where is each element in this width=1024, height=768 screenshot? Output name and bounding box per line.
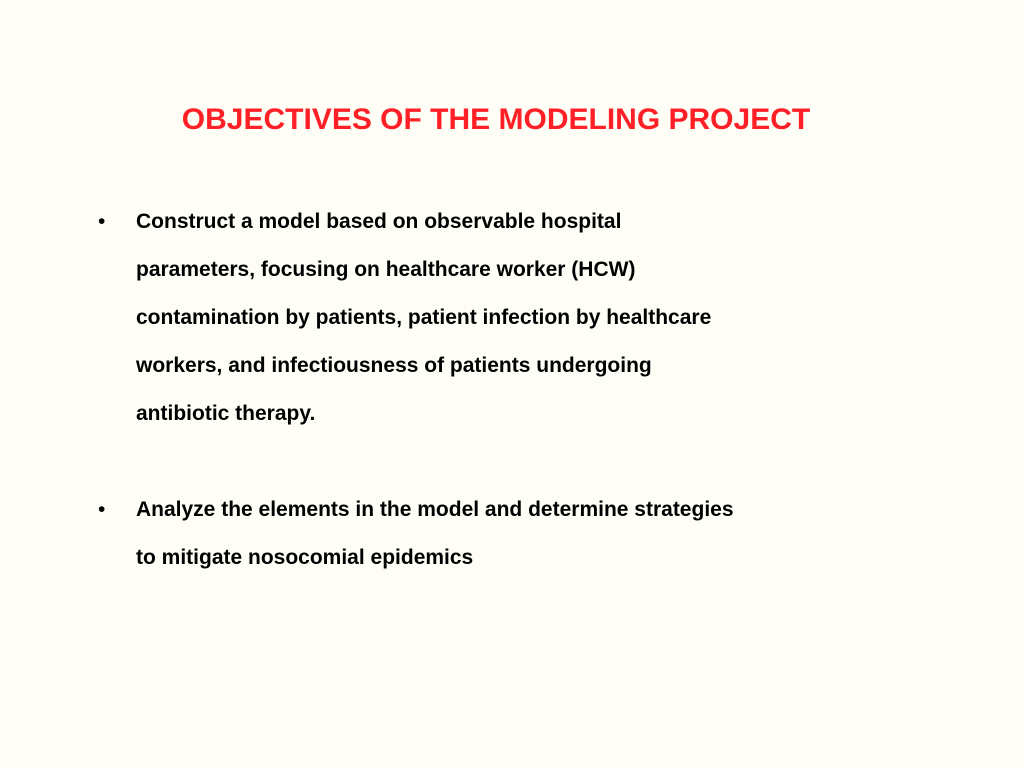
bullet-line: contamination by patients, patient infection by healthcare [136,306,712,329]
bullet-item-model-construction [96,198,876,438]
bullet-icon: • [98,210,106,233]
bullet-list [96,198,876,582]
bullet-line: antibiotic therapy. [136,402,316,425]
bullet-icon: • [98,498,106,521]
bullet-line: Analyze the elements in the model and determine strategies [136,498,734,521]
bullet-line: parameters, focusing on healthcare worker (HCW) [136,258,636,281]
bullet-item-analysis-strategies [96,486,876,582]
bullet-line: workers, and infectiousness of patients undergoing [136,354,652,377]
bullet-line: Construct a model based on observable hospital [136,210,622,233]
slide-title: OBJECTIVES OF THE MODELING PROJECT [181,103,811,136]
bullet-line: to mitigate nosocomial epidemics [136,546,474,569]
